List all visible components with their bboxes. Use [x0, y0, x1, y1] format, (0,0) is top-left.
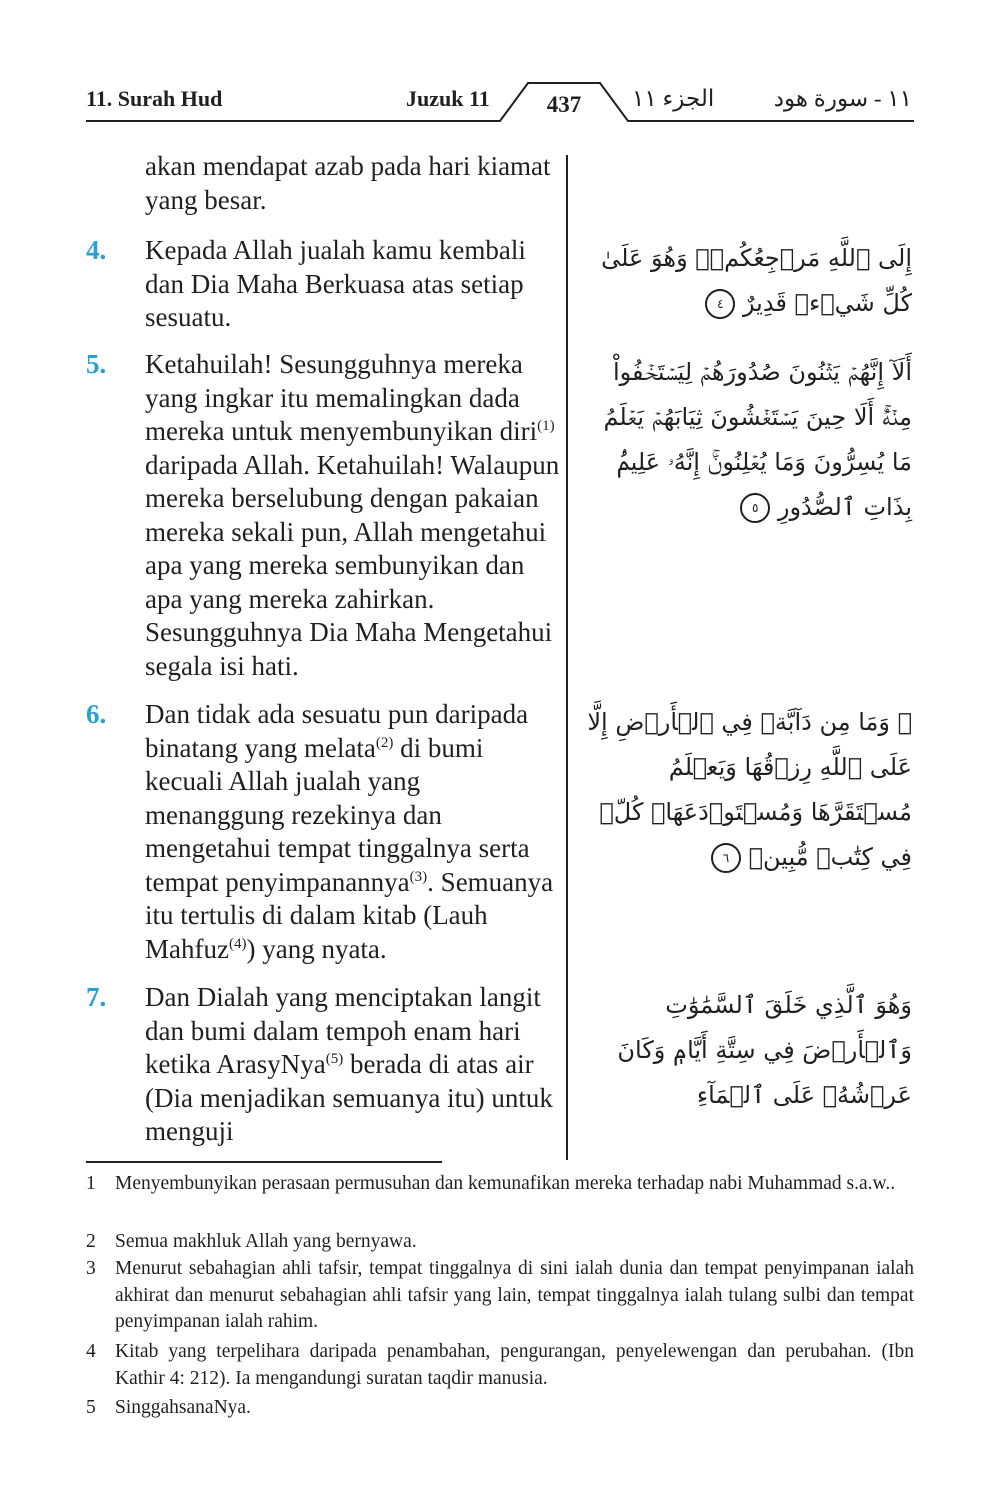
- translation-part: Dan tidak ada sesuatu pun daripada binatang yang melata: [145, 699, 529, 763]
- arabic-verse-4: [582, 236, 912, 326]
- translation-part: Dan Dialah yang menciptakan langit dan bumi dalam tempoh enam hari ketika ArasyNya: [145, 982, 541, 1079]
- translation-part: daripada Allah. Ketahuilah! Walaupun mereka berselubung dengan pakaian mereka sekali pun, Allah mengetahui apa yang mereka sembunyikan dan apa yang mereka zahirkan. Sesungguhnya Dia Maha Mengetahui segala isi hati.: [145, 449, 560, 681]
- arabic-verse-5: [582, 350, 912, 530]
- verse-number: 5.: [86, 349, 107, 379]
- footnote-ref: (4): [228, 935, 247, 952]
- arabic-text: إِلَى ٱللَّهِ مَرۡجِعُكُمۡۖ وَهُوَ عَلَىٰ كُلِّ شَيۡءٖ قَدِيرٌ: [601, 244, 912, 317]
- footnote-number: 3: [86, 1258, 96, 1279]
- footnote-number: 4: [86, 1341, 96, 1362]
- translation-part: Ketahuilah! Sesungguhnya mereka yang ingkar itu memalingkan dada mereka untuk menyembunyikan diri: [145, 349, 538, 446]
- footnote-number: 1: [86, 1173, 96, 1194]
- footnote-ref: (1): [537, 418, 555, 434]
- verse-number: 7.: [86, 982, 107, 1012]
- footnote-text: Menyembunyikan perasaan permusuhan dan kemunafikan mereka terhadap nabi Muhammad s.a.w..: [115, 1173, 896, 1194]
- footnote-text: Kitab yang terpelihara daripada penambahan, pengurangan, penyelewengan dan perubahan. (Ibn Kathir 4: 212). Ia mengandungi suratan taqdir manusia.: [115, 1341, 914, 1389]
- surah-arabic: ١١ - سورة هود: [773, 86, 912, 111]
- footnote-ref: (3): [409, 868, 428, 885]
- verse-end-marker-icon: ٥: [740, 493, 770, 523]
- column-divider: [566, 155, 568, 1160]
- verse-translation: [145, 981, 565, 1149]
- translation-part: ) yang nyata.: [246, 933, 387, 964]
- verse-number: 6.: [86, 699, 107, 729]
- translation-part: di bumi kecuali Allah jualah yang menanggung rezekinya dan mengetahui tempat tinggalnya serta tempat penyimpanannya: [145, 732, 530, 897]
- juz-arabic: الجزء ١١: [632, 86, 715, 111]
- surah-title: 11. Surah Hud: [86, 86, 223, 111]
- footnote-ref: (5): [325, 1051, 344, 1067]
- translation-part: . Semuanya itu tertulis di dalam kitab (Lauh Mahfuz: [145, 866, 554, 964]
- juzuk-label: Juzuk 11: [406, 86, 490, 111]
- verse-translation: [145, 698, 565, 966]
- arabic-verse-6: [582, 700, 912, 880]
- arabic-text: وَهُوَ ٱلَّذِي خَلَقَ ٱلسَّمَٰوَٰتِ وَٱلۡأَرۡضَ فِي سِتَّةِ أَيَّامٖ وَكَانَ عَرۡشُهُۥ عَلَى ٱلۡمَآءِ: [617, 991, 912, 1109]
- page-number: 437: [546, 92, 582, 117]
- footnote-text: Semua makhluk Allah yang bernyawa.: [115, 1231, 417, 1252]
- arabic-text: أَلَآ إِنَّهُمۡ يَثۡنُونَ صُدُورَهُمۡ لِيَسۡتَخۡفُواْ مِنۡهُۚ أَلَا حِينَ يَسۡتَغۡشُونَ ثِيَابَهُمۡ يَعۡلَمُ مَا يُسِرُّونَ وَمَا يُعۡلِنُونَۚ إِنَّهُۥ عَلِيمُۢ بِذَاتِ ٱلصُّدُورِ: [603, 358, 912, 521]
- arabic-text: ۞ وَمَا مِن دَآبَّةٖ فِي ٱلۡأَرۡضِ إِلَّا عَلَى ٱللَّهِ رِزۡقُهَا وَيَعۡلَمُ مُسۡتَقَرَّهَا وَمُسۡتَوۡدَعَهَاۚ كُلّٞ فِي كِتَٰبٖ مُّبِينٖ: [587, 708, 912, 871]
- footnote-text: Menurut sebahagian ahli tafsir, tempat tinggalnya di sini ialah dunia dan tempat penyimpanan ialah akhirat dan menurut sebahagian ahli tafsir yang lain, tempat tinggalnya ialah tulang sulbi dan tempat penyimpanan ialah rahim.: [115, 1258, 914, 1332]
- verse-end-marker-icon: ٤: [705, 289, 735, 319]
- verse-translation: Kepada Allah jualah kamu kembali dan Dia Maha Berkuasa atas setiap sesuatu.: [145, 235, 526, 332]
- footnote-number: 5: [86, 1397, 96, 1418]
- footnote-text: SinggahsanaNya.: [115, 1397, 251, 1418]
- verse-continuation: akan mendapat azab pada hari kiamat yang besar.: [145, 151, 551, 215]
- verse-end-marker-icon: ٦: [711, 843, 741, 873]
- arabic-verse-7: [582, 983, 912, 1118]
- verse-translation: [145, 348, 565, 683]
- footnote-number: 2: [86, 1231, 96, 1252]
- footnote-ref: (2): [375, 734, 394, 751]
- footnote-rule: [86, 1161, 442, 1163]
- translation-part: berada di atas air (Dia menjadikan semuanya itu) untuk menguji: [145, 1049, 553, 1146]
- verse-number: 4.: [86, 235, 107, 265]
